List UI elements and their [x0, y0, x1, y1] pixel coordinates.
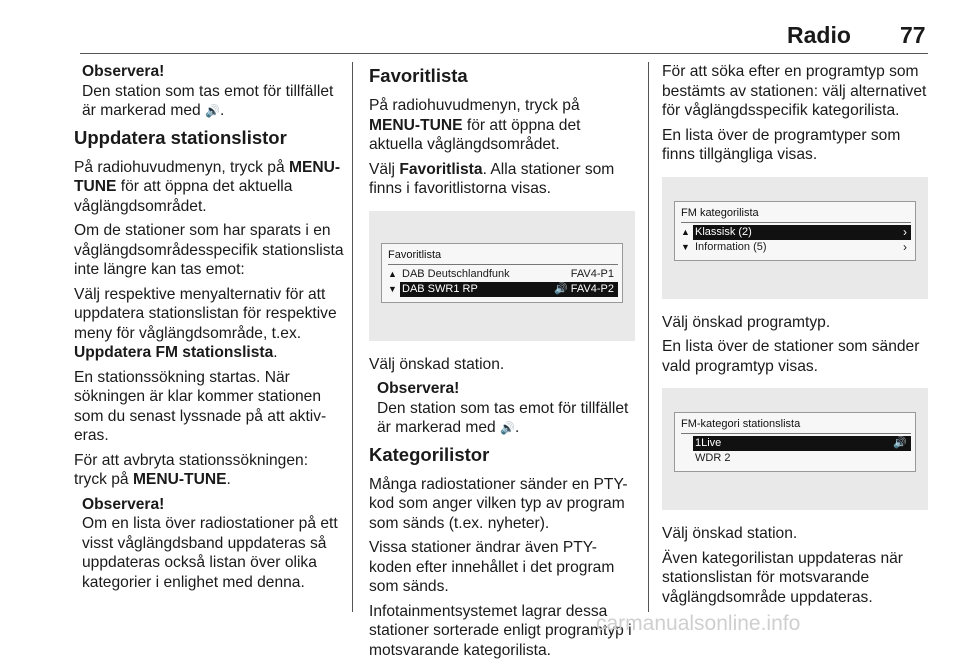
note-current-station: Observera! Den station som tas emot för tillfället är markerad med 🔊. [74, 62, 344, 122]
chevron-right-icon: › [903, 224, 907, 239]
paragraph: En lista över de programtyper som finns tillgängliga visas. [662, 126, 901, 163]
favoritlista-label: Favoritlista [399, 160, 483, 178]
paragraph: Välj Favoritlista. Alla stationer som finns i favoritlistorna visas. [369, 160, 615, 197]
arrow-up-icon: ▲ [681, 226, 690, 237]
paragraph: Om de stationer som har sparats i en våglängdsområdesspecifik stationslista inte längre kan tas emot: [74, 222, 344, 278]
heading-update-station-lists: Uppdatera stationslistor [74, 126, 287, 148]
paragraph: Även kategorilistan uppdateras när stationslistan för motsvarande våglängdsområde uppdateras. [662, 549, 903, 606]
column-3 [662, 62, 928, 612]
station-row-selected: ▼ DAB SWR1 RP 🔊 FAV4-P2 [388, 282, 618, 297]
category-screen-image [662, 177, 928, 299]
column-2 [369, 62, 635, 665]
page-number: 77 [900, 22, 926, 48]
chevron-right-icon: › [903, 239, 907, 254]
note-text: Den station som tas emot för tillfället är markerad med [377, 399, 629, 436]
column-1 [74, 62, 344, 597]
paragraph: Välj respektive menyalternativ för att uppdatera stationslistan för respektive meny för våglängdsområde, t.ex. Uppdatera FM stationslista. [74, 285, 337, 361]
arrow-down-icon: ▼ [388, 283, 397, 294]
arrow-down-icon: ▼ [681, 241, 690, 252]
station-row-selected: 1Live 🔊 [681, 436, 911, 451]
note-category-update [74, 495, 344, 593]
station-row: ▲ DAB Deutschlandfunk FAV4-P1 [388, 267, 614, 280]
paragraph: Vissa stationer ändrar även PTY-koden efter innehållet i det program som sänds. [369, 539, 615, 595]
note-current-station: Observera! Den station som tas emot för tillfället är markerad med 🔊. [369, 379, 635, 439]
menu-tune-label: MENU-TUNE [369, 116, 463, 134]
speaker-icon: 🔊 [893, 437, 907, 449]
watermark: carmanualsonline.info [596, 612, 801, 635]
paragraph: Välj önskad station. [369, 355, 505, 373]
paragraph: På radiohuvudmenyn, tryck på MENU-TUNE för att öppna det aktuella våglängdsområdet. [74, 158, 341, 215]
column-divider-2 [648, 62, 649, 612]
header-rule [80, 53, 928, 54]
note-text: Den station som tas emot för tillfället är markerad med [82, 82, 334, 119]
category-row-selected: ▲ Klassisk (2) › [681, 225, 911, 240]
category-row: ▼ Information (5) › [681, 240, 911, 255]
heading-category-lists: Kategorilistor [369, 443, 490, 465]
note-title: Observera! [82, 63, 165, 80]
station-row: WDR 2 [695, 452, 731, 464]
arrow-up-icon: ▲ [388, 268, 397, 279]
paragraph: En lista över de stationer som sänder vald programtyp visas. [662, 338, 920, 375]
paragraph: Infotainmentsystemet lagrar dessa stationer sorterade enligt programtyp i motsvarande kategorilista. [369, 602, 632, 659]
paragraph: Välj önskad programtyp. [662, 313, 831, 331]
display-title: FM kategorilista [681, 206, 759, 219]
display-panel [381, 243, 623, 303]
paragraph: På radiohuvudmenyn, tryck på MENU-TUNE för att öppna det aktuella våglängdsområdet. [369, 97, 581, 153]
speaker-icon: 🔊 [205, 104, 221, 118]
update-fm-list-label: Uppdatera FM stationslista [74, 344, 274, 361]
speaker-icon: 🔊 [554, 282, 568, 295]
favorites-screen-image [369, 211, 635, 341]
note-title: Observera! [82, 495, 165, 513]
display-panel [674, 412, 916, 472]
paragraph: En stationssökning startas. När sökningen är klar kommer stationen som du senast lyssnade på att aktiveras. [74, 368, 327, 444]
note-text: Om en lista över radiostationer på ett visst våglängdsband uppdateras så uppdateras också listan över olika kategorier i enlighet med denna. [82, 515, 338, 591]
display-title: FM-kategori stationslista [681, 418, 801, 430]
paragraph: Många radiostationer sänder en PTY-kod som anger vilken typ av program som sänds (t.ex. nyheter). [369, 475, 628, 532]
speaker-icon: 🔊 [500, 421, 516, 435]
heading-favorites: Favoritlista [369, 65, 468, 86]
page-header-title: Radio [787, 22, 851, 48]
note-title: Observera! [377, 380, 460, 397]
menu-tune-label: MENU-TUNE [132, 471, 227, 488]
column-divider-1 [352, 62, 353, 612]
display-panel [674, 201, 916, 261]
paragraph: Välj önskad station. [662, 525, 798, 542]
paragraph: För att avbryta stationssökningen: tryck på MENU-TUNE. [74, 451, 309, 488]
display-title: Favoritlista [388, 248, 442, 261]
paragraph: För att söka efter en programtyp som bestämts av stationen: välj alternativet för våglängdsspecifik kategorilista. [662, 63, 927, 119]
category-stations-screen-image [662, 388, 928, 510]
menu-tune-label: MENU-TUNE [74, 158, 341, 195]
